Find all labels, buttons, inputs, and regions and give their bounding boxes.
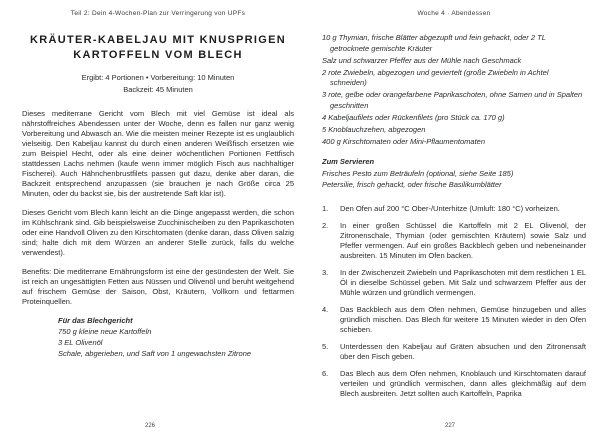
step-number: 2. — [322, 220, 329, 230]
page-number-left: 226 — [144, 423, 155, 429]
ingredient-item: 5 Knoblauchzehen, abgezogen — [322, 124, 426, 134]
ingredient-item: 4 Kabeljaufilets oder Rückenfilets (pro Stück ca. 170 g) — [322, 112, 505, 122]
ingredient-item: Salz und schwarzer Pfeffer aus der Mühle nach Geschmack — [322, 55, 522, 65]
ingredient-item: 2 rote Zwiebeln, abgezogen und geviertelt (große Zwiebeln in Achtel schneiden) — [322, 67, 549, 87]
step-text: Das Backblech aus dem Ofen nehmen, Gemüse hinzugeben und alles gründlich mischen. Das Blech für weitere 15 Minuten wieder in den Ofen schieben. — [340, 304, 586, 334]
ingredients-block-right — [322, 33, 586, 147]
method-steps — [322, 204, 586, 399]
ingredient-item: 10 g Thymian, frische Blätter abgezupft und fein gehackt, oder 2 TL getrocknete gemischte Kräuter — [322, 33, 546, 53]
serving-item: Frisches Pesto zum Beträufeln (optional, siehe Seite 185) — [322, 168, 514, 178]
page-number-right: 227 — [444, 423, 455, 429]
intro-paragraph: Dieses mediterrane Gericht vom Blech mit viel Gemüse ist ideal als nährstoffreiches Abendessen unter der Woche, denn es fallen nur ganz wenig Vorbereitung und Abwasch an. Wie die meisten meiner Rezepte ist es unglaublich vielseitig. Den Kabeljau kannst du durch einen anderen Weißfisch ersetzen wie zum Beispiel Hecht, oder als eine deiner wöchentlichen Portionen Fettfisch stattdessen Lachs nehmen (kaufe wenn immer möglich Fisch aus nachhaltiger Fischerei). Auch Hähnchenbrustfilets passen gut dazu, denke aber daran, die Backzeit entsprechend anzupassen (sie brauchen je nach Größe circa 25 Minuten, oder du backst sie, bis der austretende Saft klar ist). — [22, 109, 294, 198]
recipe-meta — [22, 72, 294, 96]
step-item — [322, 342, 586, 362]
serving-heading: Zum Servieren — [322, 157, 375, 166]
recipe-title — [22, 33, 294, 63]
benefits-paragraph: Benefits: Die mediterrane Ernährungsform ist eine der gesündesten der Welt. Sie ist reich an ungesättigten Fetten aus Nüssen und Olivenöl und beruht weitgehend auf frischem Gemüse der Saison, Obst, Kräutern, Vollkorn und fettarmen Proteinquellen. — [22, 267, 294, 306]
yield-prep-line: Ergibt: 4 Portionen • Vorbereitung: 10 Minuten — [81, 73, 235, 82]
ingredient-item: 3 rote, gelbe oder orangefarbene Paprikaschoten, ohne Samen und in Spalten geschnitten — [322, 90, 583, 110]
step-item — [322, 204, 586, 214]
ingredient-item: Schale, abgerieben, und Saft von 1 ungewachsten Zitrone — [58, 349, 252, 358]
step-number: 5. — [322, 341, 329, 351]
step-text: Unterdessen den Kabeljau auf Gräten absuchen und den Zitronensaft über den Fisch geben. — [340, 341, 586, 361]
step-item — [322, 369, 586, 399]
running-head-left: Teil 2: Dein 4-Wochen-Plan zur Verringerung von UPFs — [70, 10, 246, 17]
step-text: In der Zwischenzeit Zwiebeln und Paprikaschoten mit dem restlichen 1 EL Öl in dieselbe Schüssel geben. Mit Salz und schwarzem Pfeffer aus der Mühle würzen und gründlich vermengen. — [340, 267, 586, 297]
step-item — [322, 305, 586, 335]
ingredient-item: 3 EL Olivenöl — [58, 338, 103, 347]
variation-paragraph: Dieses Gericht vom Blech kann leicht an die Dinge angepasst werden, die schon im Kühlschrank sind. Gib beispielsweise Zucchinischeiben zu den Paprikaschoten oder eine Handvoll Oliven zu den Kirschtomaten (denke daran, dass Oliven salzig sind; halte dich mit dem Würzen an anderer Stelle zurück, falls du welche verwendest). — [22, 208, 294, 257]
ingredient-item: 750 g kleine neue Kartoffeln — [58, 327, 152, 336]
serving-item: Petersilie, frisch gehackt, oder frische Basilikumblätter — [322, 180, 502, 189]
step-number: 6. — [322, 368, 329, 378]
step-text: Das Blech aus dem Ofen nehmen, Knoblauch und Kirschtomaten darauf verteilen und gründlich vermischen, dann alles gleichmäßig auf dem Blech ausbreiten. Jetzt sollten auch Kartoffeln, Paprika — [340, 368, 586, 398]
ingredient-item: 400 g Kirschtomaten oder Mini-Pflaumentomaten — [322, 136, 486, 146]
right-page — [300, 0, 600, 445]
step-text: Den Ofen auf 200 °C Ober-/Unterhitze (Umluft: 180 °C) vorheizen. — [340, 203, 560, 213]
step-number: 4. — [322, 304, 329, 314]
serving-block — [322, 157, 586, 191]
step-item — [322, 268, 586, 298]
recipe-title-line1: KRÄUTER-KABELJAU MIT KNUSPRIGEN — [29, 34, 287, 46]
recipe-title-line2: KARTOFFELN VOM BLECH — [73, 49, 243, 61]
baketime-line: Backzeit: 45 Minuten — [123, 85, 193, 94]
ingredients-block-left — [58, 316, 294, 359]
intro-text — [22, 109, 294, 307]
step-item — [322, 221, 586, 261]
step-number: 1. — [322, 203, 329, 213]
ingredients-heading: Für das Blechgericht — [58, 316, 133, 325]
running-head-right: Woche 4 · Abendessen — [417, 10, 491, 17]
step-text: In einer großen Schüssel die Kartoffeln mit 2 EL Olivenöl, der Zitronenschale, Thymian (oder gemischten Kräutern) sowie Salz und Pfeffer vermengen. Auf ein großes Backblech geben und nebeneinander ausbreiten. 15 Minuten im Ofen backen. — [340, 220, 586, 260]
step-number: 3. — [322, 267, 329, 277]
